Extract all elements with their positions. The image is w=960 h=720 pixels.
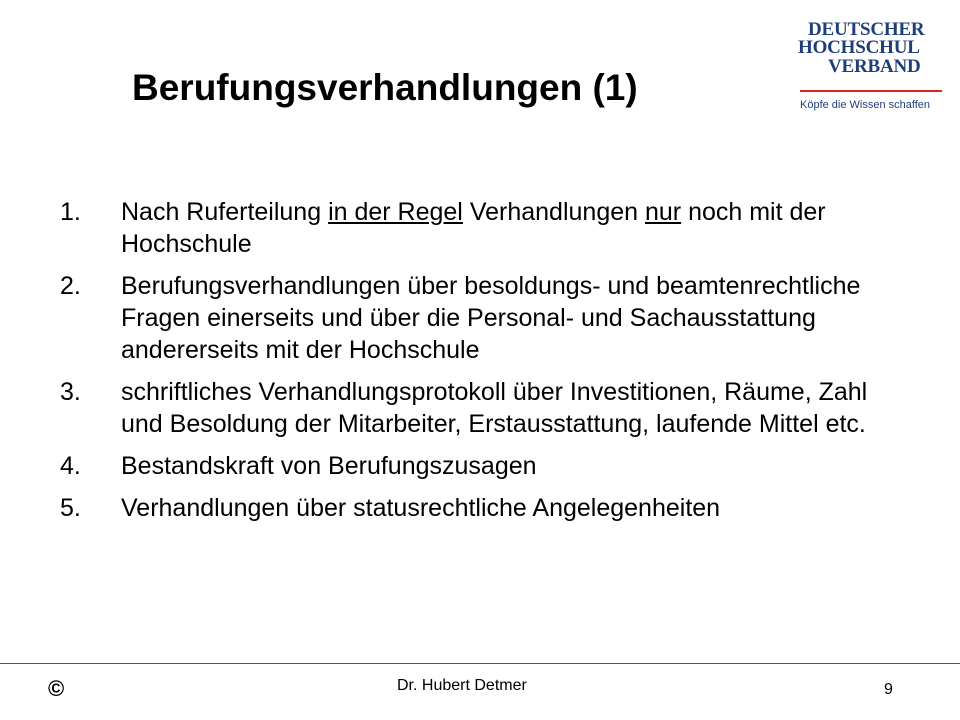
footer-divider — [0, 663, 960, 664]
list-item — [60, 450, 900, 482]
list-item-number: 4. — [60, 452, 81, 480]
logo-line-3: VERBAND — [828, 56, 921, 77]
underlined-phrase: in der Regel — [328, 198, 463, 226]
list-item-text: Berufungsverhandlungen über besoldungs- und beamtenrechtliche Fragen einerseits und über die Personal- und Sachausstattung andererseits mit der Hochschule — [121, 272, 861, 364]
text-segment: noch mit der Hochschule — [121, 198, 826, 258]
list-item-text: Verhandlungen über statusrechtliche Angelegenheiten — [121, 494, 721, 522]
page-number: 9 — [884, 681, 893, 698]
logo-tagline: Köpfe die Wissen schaffen — [800, 99, 931, 111]
logo-divider — [800, 90, 942, 92]
slide-title: Berufungsverhandlungen (1) — [132, 67, 638, 108]
logo-line-2: HOCHSCHUL — [798, 37, 920, 58]
list-item — [60, 270, 900, 366]
list-item-text — [121, 196, 900, 260]
dhv-logo — [798, 14, 948, 124]
list-item-number: 5. — [60, 494, 81, 522]
list-item — [60, 376, 900, 440]
list-item-text: schriftliches Verhandlungsprotokoll über Investitionen, Räume, Zahl und Besoldung der Mitarbeiter, Erstausstattung, laufende Mittel etc. — [121, 378, 868, 438]
text-segment: Verhandlungen — [462, 198, 645, 226]
list-item-number: 1. — [60, 198, 81, 226]
footer-author: Dr. Hubert Detmer — [397, 677, 527, 694]
text-segment: Nach Ruferteilung — [121, 198, 329, 226]
logo-line-1: DEUTSCHER — [808, 19, 925, 40]
list-item-number: 2. — [60, 272, 81, 300]
numbered-list — [60, 196, 900, 534]
underlined-phrase: nur — [644, 198, 682, 226]
list-item — [60, 196, 900, 260]
list-item — [60, 492, 900, 524]
list-item-number: 3. — [60, 378, 81, 406]
copyright-symbol: © — [48, 676, 65, 701]
list-item-text: Bestandskraft von Berufungszusagen — [121, 452, 537, 480]
